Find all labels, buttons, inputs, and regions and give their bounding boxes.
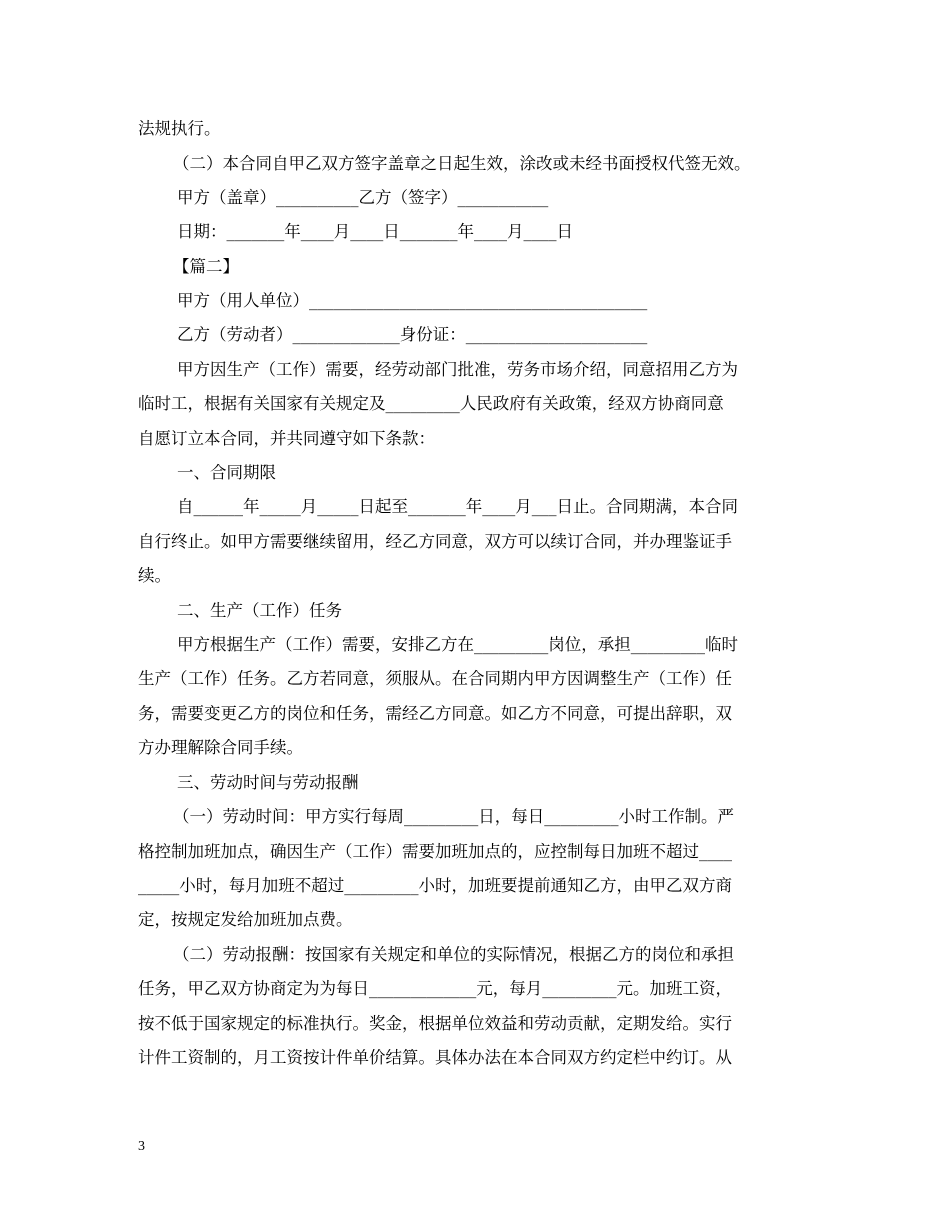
- text-line: 按不低于国家规定的标准执行。奖金，根据单位效益和劳动贡献，定期发给。实行: [138, 1014, 732, 1033]
- text-line: 定，按规定发给加班加点费。: [138, 910, 353, 929]
- text-line: 务，需要变更乙方的岗位和任务，需经乙方同意。如乙方不同意，可提出辞职，双: [138, 704, 732, 723]
- text-line: 格控制加班加点，确因生产（工作）需要加班加点的，应控制每日加班不超过____: [138, 842, 732, 861]
- section-heading: 三、劳动时间与劳动报酬: [177, 773, 359, 792]
- text-line: 甲方因生产（工作）需要，经劳动部门批准，劳务市场介绍，同意招用乙方为: [177, 360, 738, 379]
- text-line: 临时工，根据有关国家有关规定及_________人民政府有关政策，经双方协商同意: [138, 394, 724, 413]
- section-heading: 二、生产（工作）任务: [177, 601, 342, 620]
- signature-line: 甲方（盖章）__________乙方（签字）___________: [177, 188, 549, 207]
- text-line: _____小时，每月加班不超过_________小时，加班要提前通知乙方，由甲乙双方商: [138, 876, 732, 895]
- text-line: 任务，甲乙双方协商定为为每日_____________元，每月_________元。加班工资，: [138, 979, 732, 998]
- text-line: 计件工资制的，月工资按计件单价结算。具体办法在本合同双方约定栏中约订。从: [138, 1048, 732, 1067]
- text-line: 自行终止。如甲方需要继续留用，经乙方同意，双方可以续订合同，并办理鉴证手: [138, 532, 732, 551]
- text-line: 生产（工作）任务。乙方若同意，须服从。在合同期内甲方因调整生产（工作）任: [138, 669, 732, 688]
- text-line: 自______年_____月_____日起至_______年____月___日止。合同期满，本合同: [177, 497, 738, 516]
- text-line: 法规执行。: [138, 119, 221, 138]
- text-line: 自愿订立本合同，并共同遵守如下条款：: [138, 429, 435, 448]
- date-line: 日期：_______年____月____日_______年____月____日: [177, 222, 573, 241]
- text-line: （一）劳动时间：甲方实行每周_________日，每日_________小时工作制。严: [173, 807, 734, 826]
- text-line: 方办理解除合同手续。: [138, 738, 303, 757]
- party-b-line: 乙方（劳动者）_____________身份证：______________________: [177, 325, 648, 344]
- section-heading: 【篇二】: [173, 257, 239, 276]
- text-line: （二）本合同自甲乙双方签字盖章之日起生效，涂改或未经书面授权代签无效。: [173, 154, 751, 173]
- section-heading: 一、合同期限: [177, 463, 276, 482]
- text-line: 续。: [138, 566, 171, 585]
- text-line: 甲方根据生产（工作）需要，安排乙方在_________岗位，承担_________临时: [177, 635, 738, 654]
- page-number: 3: [138, 1139, 145, 1154]
- party-a-line: 甲方（用人单位）_________________________________________: [177, 291, 648, 310]
- text-line: （二）劳动报酬：按国家有关规定和单位的实际情况，根据乙方的岗位和承担: [173, 945, 734, 964]
